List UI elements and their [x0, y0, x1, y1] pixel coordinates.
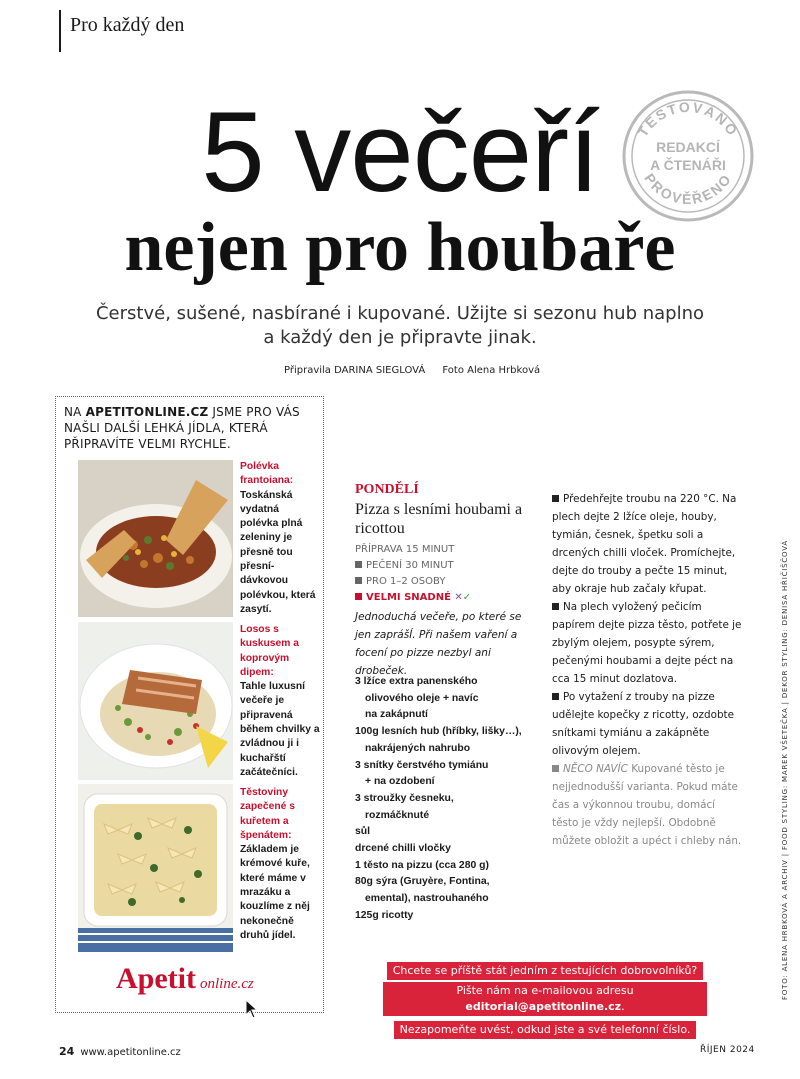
tip-text: Kupované těsto je nejjednodušší varianta. Pokud máte čas a výkonnou troubu, domácí těsto je vždy nejlepší. Obdobně můžete obložit a upéct i chleby nán.: [552, 763, 742, 847]
ingredients-list: [355, 674, 545, 925]
ingredient-line: 3 lžíce extra panenského: [355, 676, 478, 687]
method-step-1: Předehřejte troubu na 220 °C. Na plech dejte 2 lžíce oleje, houby, tymián, česnek, špetku soli a drcených chilli vloček. Promíchejte, dejte do trouby a pečte 15 minut, aby okraje hub začaly křupat.: [552, 493, 737, 595]
sidebar-intro-prefix: NA: [64, 405, 86, 419]
ingredient-line: 80g sýra (Gruyère, Fontina,: [355, 876, 490, 888]
ingredient-line: nakrájených nahrubo: [365, 742, 471, 754]
soup-photo: [78, 460, 233, 617]
check-icon: ✓: [462, 592, 472, 603]
ingredient-line: 125g ricotty: [355, 909, 414, 921]
difficulty-row: [355, 592, 471, 603]
sidebar-intro-brand[interactable]: APETITONLINE.CZ: [85, 405, 209, 419]
volunteer-callout: [383, 959, 707, 1041]
salmon-photo: [78, 622, 233, 780]
subtitle-line-1: Čerstvé, sušené, nasbírané i kupované. Užijte si sezonu hub naplno: [95, 303, 705, 324]
headline-top: 5 večeří: [201, 89, 599, 216]
ingredient-line: 100g lesních hub (hříbky, lišky…),: [355, 726, 522, 738]
ingredient-line: + na ozdobení: [365, 776, 435, 788]
sidebar-item-soup: [240, 460, 320, 617]
footer-website[interactable]: www.apetitonline.cz: [80, 1047, 181, 1058]
tip-label: NĚCO NAVÍC: [563, 763, 628, 775]
sidebar-item-salmon: [240, 623, 320, 780]
page-number: 24: [59, 1045, 75, 1058]
method-step-3: Po vytažení z trouby na pizze udělejte kopečky z ricotty, ozdobte snítkami tymiánu a zakápněte olivovým olejem.: [552, 691, 735, 757]
servings-row: [355, 576, 445, 587]
ingredient-line: emental), nastrouhaného: [365, 893, 489, 905]
salmon-title: Losos s kuskusem a koprovým dipem:: [240, 624, 299, 678]
bake-time-row: [355, 560, 454, 571]
section-bar: [59, 10, 61, 52]
sidebar-intro-rest: JSME PRO VÁS NAŠLI DALŠÍ LEHKÁ JÍDLA, KTERÁ PŘIPRAVÍTE VELMI RYCHLE.: [64, 405, 300, 451]
method-step-2: Na plech vyložený pečicím papírem dejte pizza těsto, potřete je zbylým olejem, posypte sýrem, pečenými houbami a dejte péct na cca 15 minut dozlatova.: [552, 601, 742, 685]
byline: [284, 365, 554, 376]
ingredient-line: na zakápnutí: [365, 709, 428, 721]
footer-left: [59, 1045, 181, 1058]
servings: PRO 1–2 OSOBY: [366, 576, 446, 587]
sidebar-intro: [64, 404, 314, 452]
logo-sub: online.cz: [199, 976, 254, 992]
pasta-text: Základem je krémové kuře, které máme v mrazáku a kouzlíme z něj nekonečně druhů jídel.: [240, 844, 310, 941]
issue-date: ŘÍJEN 2024: [700, 1045, 755, 1055]
bullet-icon: [552, 693, 559, 700]
stamp-line-4: PROVĚŘENO: [641, 170, 735, 208]
logo-main: Apetit: [116, 962, 196, 995]
cross-icon: ✕: [454, 592, 463, 603]
subtitle: [50, 302, 750, 350]
sidebar-item-pasta: [240, 786, 320, 943]
ingredient-line: 3 stroužky česneku,: [355, 792, 454, 804]
callout-email[interactable]: editorial@apetitonline.cz: [465, 1000, 622, 1013]
ingredient-line: drcené chilli vločky: [355, 843, 451, 855]
pasta-photo: [78, 784, 233, 952]
callout-line-2: Pište nám na e-mailovou adresu editorial@apetitonline.cz.: [383, 982, 707, 1016]
salmon-text: Tahle luxusní večeře je připravená během chvilky a zvládnou ji i kuchařští začátečníci.: [240, 681, 320, 778]
soup-text: Toskánská vydatná polévka plná zeleniny je přesně tou přesní-dávkovou polévkou, která zasytí.: [240, 489, 316, 615]
pasta-title: Těstoviny zapečené s kuřetem a špenátem:: [240, 787, 295, 841]
ingredient-line: olivového oleje + navíc: [365, 692, 479, 704]
callout-line-3: Nezapomeňte uvést, odkud jste a své telefonní číslo.: [394, 1021, 697, 1039]
apetit-logo[interactable]: [116, 962, 254, 996]
side-credits: FOTO: ALENA HRBKOVÁ A ARCHIV | FOOD STYLING: MAREK VŠETEČKA | DEKOR STYLING: DENISA HŘIČIŠČOVÁ: [781, 540, 789, 1000]
section-title: Pro každý den: [70, 14, 185, 36]
stamp-line-3: A ČTENÁŘI: [650, 157, 726, 173]
mouse-cursor-icon: [245, 999, 259, 1023]
bullet-icon: [552, 495, 559, 502]
prepared-by: Připravila DARINA SIEGLOVÁ: [284, 365, 426, 376]
method: [552, 490, 742, 850]
subtitle-line-2: a každý den je připravte jinak.: [263, 327, 537, 348]
headline-bottom: nejen pro houbaře: [124, 209, 676, 286]
photo-by: Foto Alena Hrbková: [442, 365, 541, 376]
prep-time: PŘÍPRAVA 15 MINUT: [355, 544, 455, 555]
soup-title: Polévka frantoiana:: [240, 461, 294, 487]
ingredient-line: 1 těsto na pizzu (cca 280 g): [355, 859, 489, 871]
ingredient-line: 3 snítky čerstvého tymiánu: [355, 759, 489, 771]
stamp-line-1: TESTOVÁNO: [634, 98, 742, 140]
recipe-title: Pizza s lesními houbami a ricottou: [355, 501, 523, 537]
bake-time: PEČENÍ 30 MINUT: [366, 560, 454, 571]
recipe-intro: Jednoduchá večeře, po které se jen zaprášÍ. Při našem vaření a focení po pizze nezbyl ani drobeček.: [355, 611, 522, 677]
tip: [552, 760, 742, 850]
bullet-icon: [552, 603, 559, 610]
bullet-icon: [552, 765, 559, 772]
callout-line-1: Chcete se příště stát jedním z testujících dobrovolníků?: [387, 962, 704, 980]
ingredient-line: rozmáčknuté: [365, 809, 430, 821]
ingredient-line: sůl: [355, 826, 371, 838]
stamp-line-2: REDAKCÍ: [656, 139, 720, 155]
difficulty: VELMI SNADNÉ: [366, 592, 451, 603]
recipe-day: PONDĚLÍ: [355, 482, 419, 497]
